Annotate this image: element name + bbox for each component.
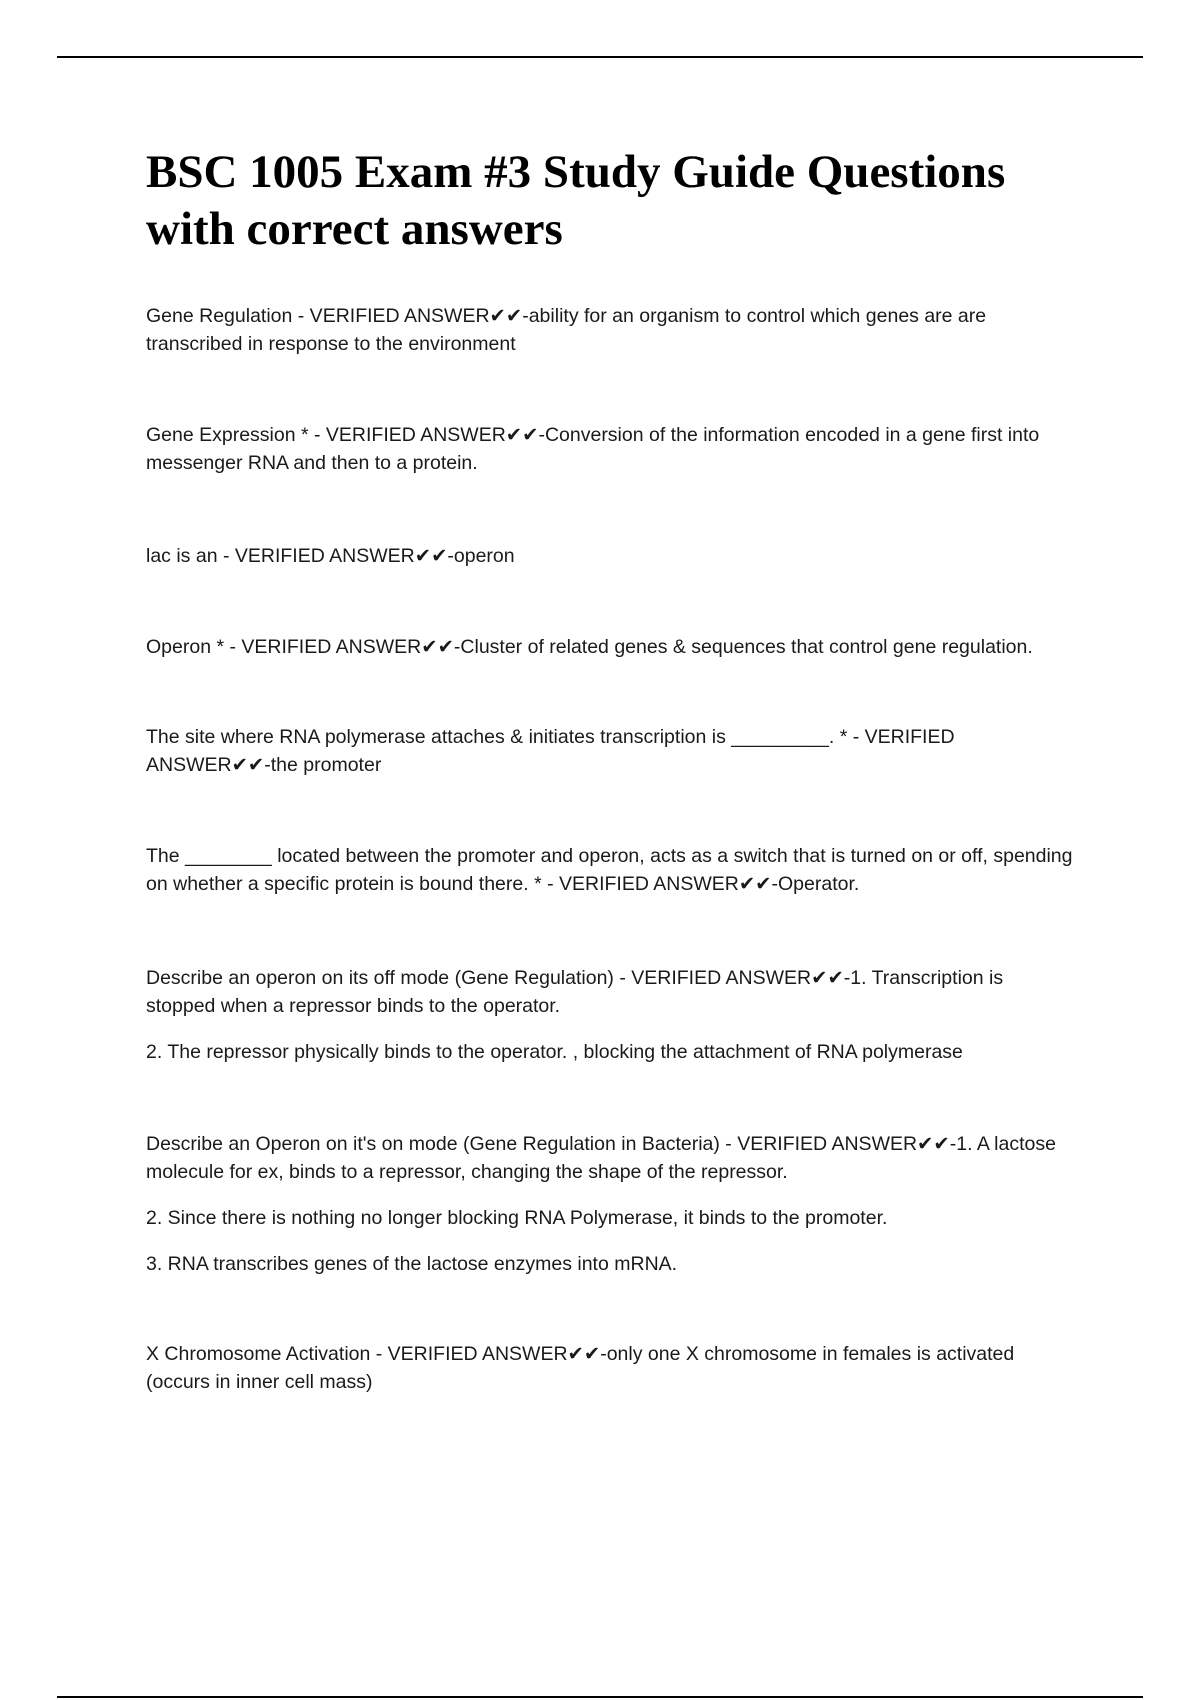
qa-paragraph: 2. The repressor physically binds to the operator. , blocking the attachment of RNA polymerase (146, 1041, 963, 1063)
qa-paragraph: lac is an - VERIFIED ANSWER✔✔-operon (146, 545, 515, 567)
qa-entry-operon-on-mode (146, 1130, 1076, 1278)
footer-rule (57, 1696, 1143, 1698)
qa-paragraph: Describe an Operon on it's on mode (Gene Regulation in Bacteria) - VERIFIED ANSWER✔✔-1. A lactose molecule for ex, binds to a repressor, changing the shape of the repressor. (146, 1133, 1056, 1183)
qa-entry-operator (146, 842, 1076, 898)
header-rule (57, 56, 1143, 58)
qa-entry-gene-regulation (146, 302, 1076, 358)
qa-paragraph: Gene Regulation - VERIFIED ANSWER✔✔-ability for an organism to control which genes are are transcribed in response to the environment (146, 305, 987, 355)
qa-entry-gene-expression (146, 421, 1076, 477)
qa-entry-promoter (146, 723, 1076, 779)
qa-entry-lac (146, 542, 1076, 570)
qa-paragraph: The site where RNA polymerase attaches & initiates transcription is _________. * - VERIFIED ANSWER✔✔-the promoter (146, 726, 955, 776)
qa-entry-operon (146, 633, 1076, 661)
qa-paragraph: 3. RNA transcribes genes of the lactose enzymes into mRNA. (146, 1253, 678, 1275)
qa-paragraph: Describe an operon on its off mode (Gene Regulation) - VERIFIED ANSWER✔✔-1. Transcription is stopped when a repressor binds to the operator. (146, 967, 1004, 1017)
qa-paragraph: X Chromosome Activation - VERIFIED ANSWER✔✔-only one X chromosome in females is activated (occurs in inner cell mass) (146, 1343, 1015, 1393)
qa-entry-x-chromosome (146, 1340, 1076, 1396)
qa-entry-operon-off-mode (146, 964, 1076, 1066)
qa-paragraph: 2. Since there is nothing no longer blocking RNA Polymerase, it binds to the promoter. (146, 1207, 888, 1229)
document-title: BSC 1005 Exam #3 Study Guide Questions with correct answers (146, 146, 1006, 255)
qa-paragraph: Operon * - VERIFIED ANSWER✔✔-Cluster of related genes & sequences that control gene regulation. (146, 636, 1033, 658)
qa-paragraph: The ________ located between the promoter and operon, acts as a switch that is turned on or off, spending on whether a specific protein is bound there. * - VERIFIED ANSWER✔✔-Operator. (146, 845, 1073, 895)
qa-paragraph: Gene Expression * - VERIFIED ANSWER✔✔-Conversion of the information encoded in a gene first into messenger RNA and then to a protein. (146, 424, 1040, 474)
